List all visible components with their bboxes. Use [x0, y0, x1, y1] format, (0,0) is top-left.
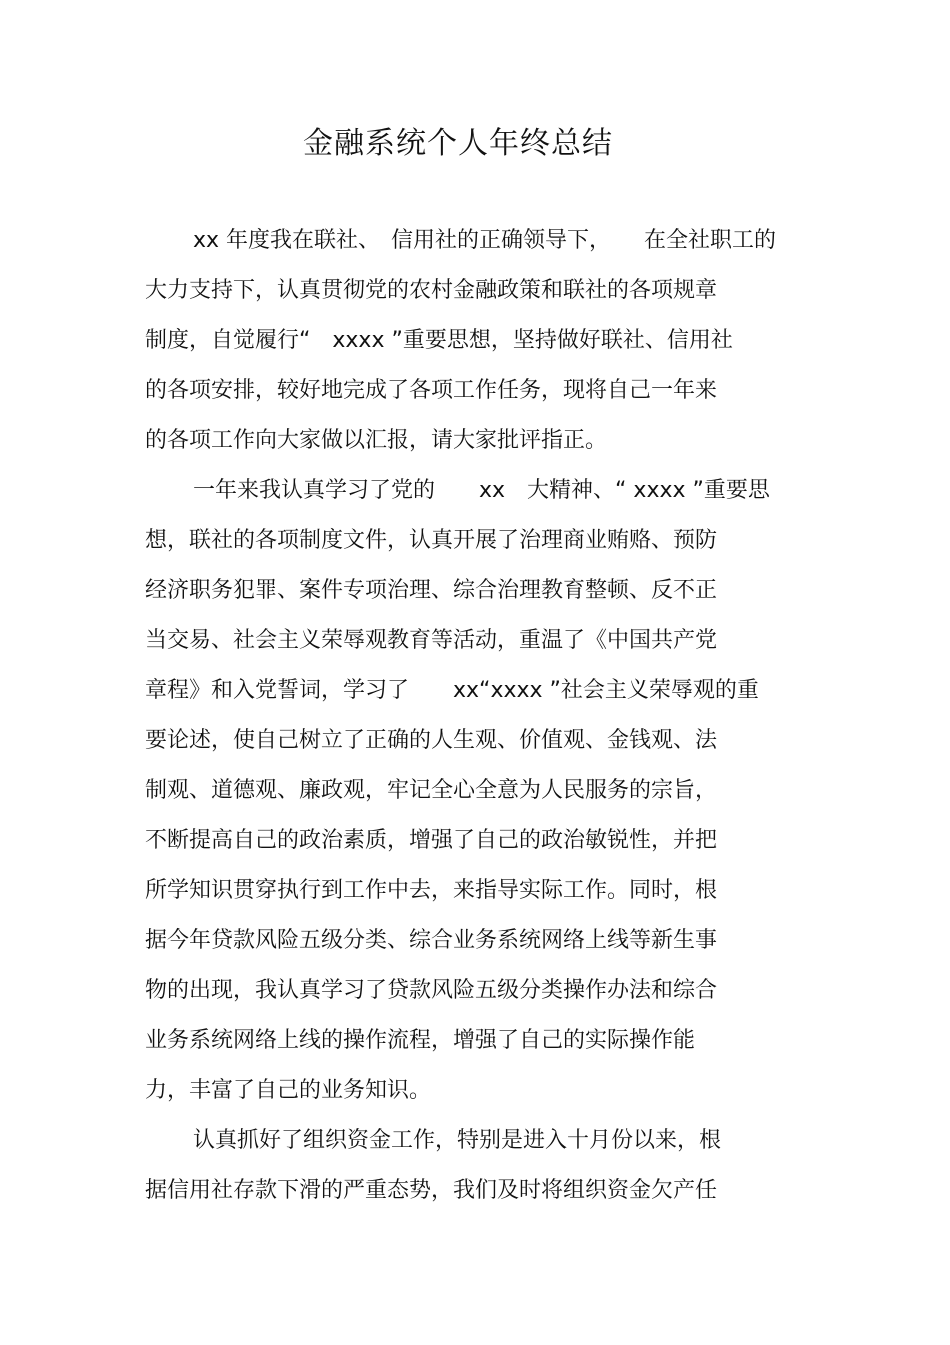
document-title: 金融系统个人年终总结	[303, 126, 613, 161]
paragraph-line: 的各项工作向大家做以汇报，请大家批评指正。	[145, 428, 608, 453]
paragraph-line: 不断提高自己的政治素质，增强了自己的政治敏锐性，并把	[145, 828, 718, 853]
paragraph-line: 要论述，使自己树立了正确的人生观、价值观、金钱观、法	[145, 728, 718, 753]
paragraph-line: 认真抓好了组织资金工作，特别是进入十月份以来，根	[193, 1128, 722, 1153]
paragraph-line: 物的出现，我认真学习了贷款风险五级分类操作办法和综合	[145, 978, 718, 1003]
paragraph-line: 一年来我认真学习了党的 xx 大精神、“ xxxx ”重要思	[193, 478, 770, 503]
paragraph-line: 章程》和入党誓词，学习了 xx“xxxx ”社会主义荣辱观的重	[145, 678, 759, 703]
paragraph-line: 大力支持下，认真贯彻党的农村金融政策和联社的各项规章	[145, 278, 718, 303]
document-body	[145, 216, 825, 1216]
paragraph-line: 据今年贷款风险五级分类、综合业务系统网络上线等新生事	[145, 928, 718, 953]
paragraph-line: 的各项安排，较好地完成了各项工作任务，现将自己一年来	[145, 378, 718, 403]
paragraph-line: 力，丰富了自己的业务知识。	[145, 1078, 432, 1103]
paragraph-line: 制观、道德观、廉政观，牢记全心全意为人民服务的宗旨，	[145, 778, 718, 803]
paragraph-line: 业务系统网络上线的操作流程，增强了自己的实际操作能	[145, 1028, 696, 1053]
paragraph-line: 经济职务犯罪、案件专项治理、综合治理教育整顿、反不正	[145, 578, 718, 603]
paragraph-line: 当交易、社会主义荣辱观教育等活动，重温了《中国共产党	[145, 628, 718, 653]
paragraph-line: 想，联社的各项制度文件，认真开展了治理商业贿赂、预防	[145, 528, 718, 553]
paragraph-line: 所学知识贯穿执行到工作中去，来指导实际工作。同时，根	[145, 878, 718, 903]
paragraph-line: 据信用社存款下滑的严重态势，我们及时将组织资金欠产任	[145, 1178, 718, 1203]
paragraph-line: 制度，自觉履行“ xxxx ”重要思想，坚持做好联社、信用社	[145, 328, 733, 353]
paragraph-line: xx 年度我在联社、 信用社的正确领导下， 在全社职工的	[193, 228, 777, 253]
